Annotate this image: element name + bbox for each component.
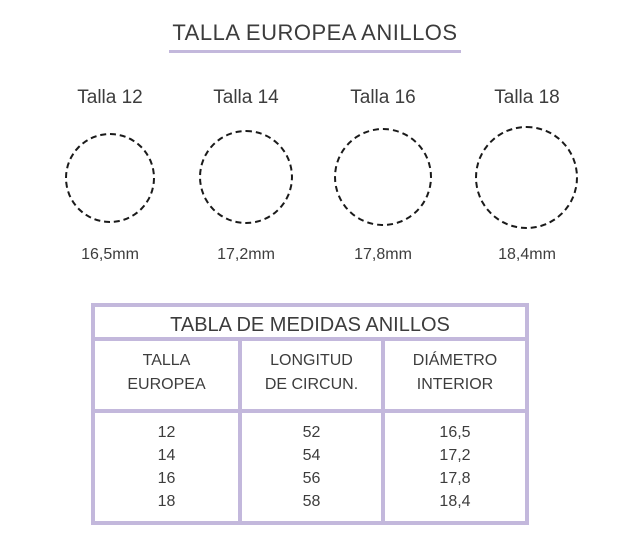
ring-label: Talla 12 (77, 87, 143, 108)
ring-size-16 (334, 87, 432, 109)
table-cell: 18 (157, 493, 176, 510)
ring-diameter: 16,5mm (81, 246, 139, 263)
header-talla (95, 349, 238, 397)
header-line: TALLA (142, 352, 191, 369)
ring-size-12-mm (64, 246, 156, 264)
header-line: DIÁMETRO (412, 352, 498, 369)
ring-size-14 (199, 87, 293, 109)
ring-label: Talla 14 (213, 87, 279, 108)
ring-circle-icon (65, 133, 155, 223)
column-talla (95, 421, 238, 513)
table-cell: 14 (157, 447, 176, 464)
ring-label: Talla 16 (350, 87, 416, 108)
header-diametro (385, 349, 525, 397)
table-cell: 54 (302, 447, 321, 464)
table-cell: 16,5 (439, 424, 471, 441)
ring-circle-icon (334, 128, 432, 226)
ring-size-12 (64, 87, 156, 109)
page-title: TALLA EUROPEA ANILLOS (169, 20, 460, 53)
ring-label: Talla 18 (494, 87, 560, 108)
header-line: DE CIRCUN. (264, 376, 359, 393)
table-cell: 58 (302, 493, 321, 510)
table-cell: 17,2 (439, 447, 471, 464)
table-cell: 52 (302, 424, 321, 441)
table-cell: 17,8 (439, 470, 471, 487)
ring-size-18 (475, 87, 579, 109)
size-table (91, 303, 529, 525)
ring-diameter: 17,2mm (217, 246, 275, 263)
table-cell: 56 (302, 470, 321, 487)
header-divider (95, 409, 525, 413)
header-longitud (242, 349, 381, 397)
column-diametro (385, 421, 525, 513)
ring-diameter: 17,8mm (354, 246, 412, 263)
header-line: LONGITUD (270, 352, 353, 369)
ring-diameter: 18,4mm (498, 246, 556, 263)
ring-size-18-mm (475, 246, 579, 264)
column-longitud (242, 421, 381, 513)
table-cell: 18,4 (439, 493, 471, 510)
ring-circle-icon (199, 130, 293, 224)
table-cell: 12 (157, 424, 176, 441)
table-cell: 16 (157, 470, 176, 487)
header-line: EUROPEA (127, 376, 206, 393)
page-title-wrap (0, 20, 630, 53)
table-title: TABLA DE MEDIDAS ANILLOS (95, 307, 525, 341)
ring-size-14-mm (199, 246, 293, 264)
header-line: INTERIOR (416, 376, 494, 393)
ring-size-16-mm (334, 246, 432, 264)
ring-circle-icon (475, 126, 578, 229)
